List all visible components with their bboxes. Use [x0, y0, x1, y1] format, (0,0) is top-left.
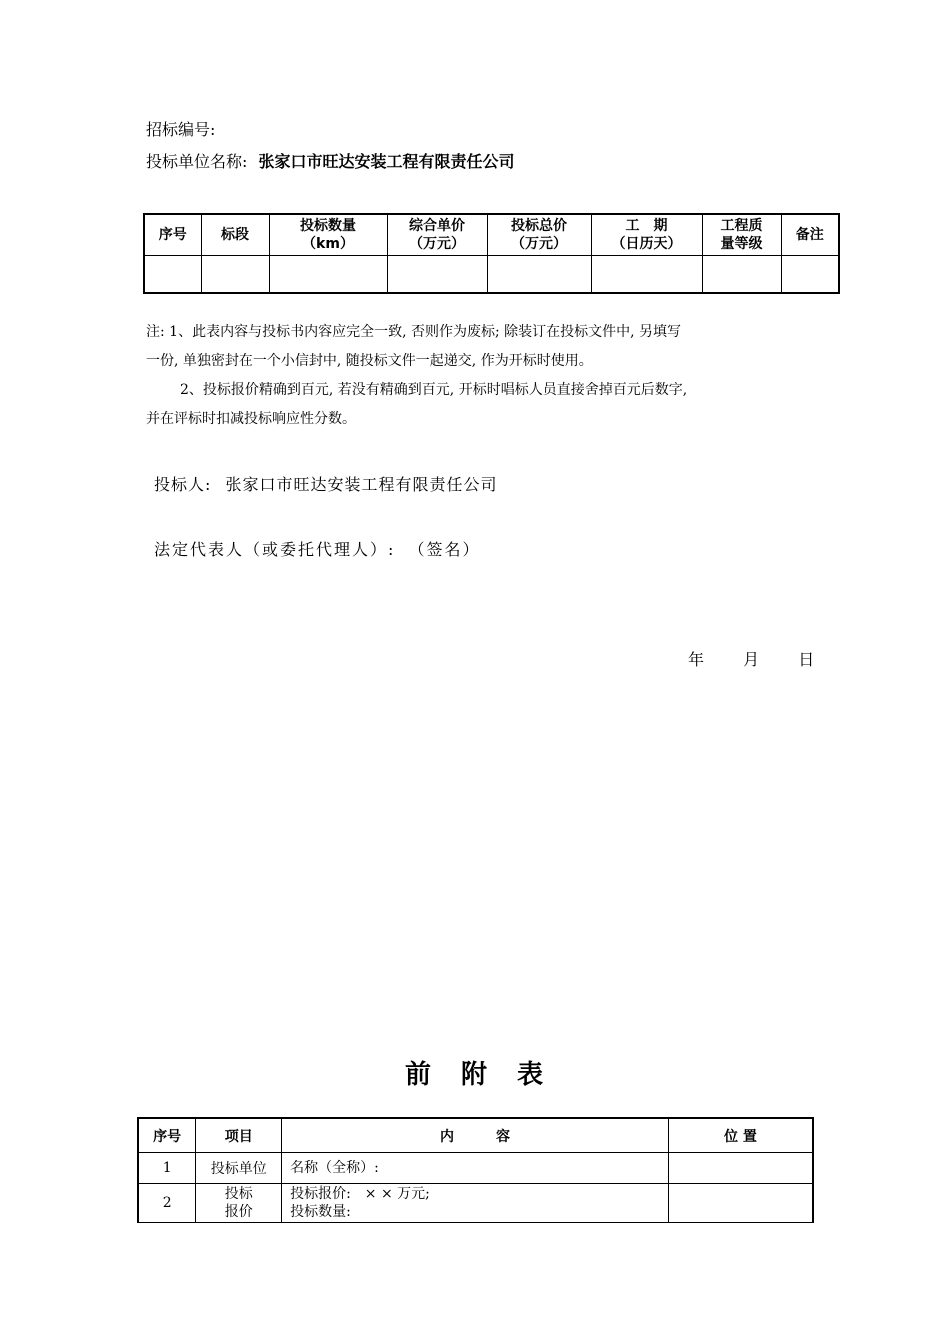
appendix-table	[137, 1117, 814, 1223]
note-1-line-2: 一份, 单独密封在一个小信封中, 随投标文件一起递交, 作为开标时使用。	[146, 353, 593, 369]
legal-rep-label: 法定代表人（或委托代理人）:	[154, 540, 396, 559]
note-1-line-1: 注: 1、此表内容与投标书内容应完全一致, 否则作为废标; 除装订在投标文件中, 另填写	[146, 324, 682, 340]
appendix-header-row	[138, 1118, 813, 1153]
header-cell: 内 容	[282, 1118, 669, 1153]
notes-block	[146, 318, 826, 434]
date-day: 日	[798, 650, 815, 669]
table-row	[144, 256, 839, 294]
table-cell[interactable]	[201, 256, 269, 294]
table-header-row	[144, 214, 839, 256]
date-year: 年	[688, 650, 705, 669]
header-cell: 项目	[196, 1118, 282, 1153]
table-cell[interactable]	[487, 256, 591, 294]
bidder-signature-row	[154, 472, 498, 495]
bidder-name-value: 张家口市旺达安装工程有限责任公司	[258, 152, 515, 171]
row-position[interactable]	[668, 1153, 813, 1184]
header-cell: 序号	[144, 214, 201, 256]
table-cell[interactable]	[702, 256, 781, 294]
legal-rep-row	[154, 537, 481, 560]
bidder-label: 投标人:	[154, 475, 212, 494]
row-content[interactable]: 投标报价: × × 万元; 投标数量:	[282, 1184, 669, 1223]
row-item: 投标 报价	[196, 1184, 282, 1223]
row-number: 1	[138, 1153, 196, 1184]
bidder-name-row	[146, 149, 515, 172]
legal-rep-signature[interactable]: （签名）	[408, 540, 481, 559]
bid-number-label: 招标编号:	[146, 120, 216, 139]
header-cell: 工 期 （日历天）	[591, 214, 702, 256]
table-cell[interactable]	[387, 256, 487, 294]
row-content[interactable]: 名称（全称）:	[282, 1153, 669, 1184]
bid-summary-table	[143, 213, 840, 294]
date-row	[688, 647, 814, 670]
header-cell: 位 置	[668, 1118, 813, 1153]
appendix-title: 前附表	[405, 1060, 574, 1090]
header-cell: 序号	[138, 1118, 196, 1153]
bidder-value: 张家口市旺达安装工程有限责任公司	[225, 475, 498, 494]
header-cell: 备注	[781, 214, 839, 256]
header-cell: 工程质 量等级	[702, 214, 781, 256]
table-row	[138, 1184, 813, 1223]
table-row	[138, 1153, 813, 1184]
table-cell[interactable]	[269, 256, 387, 294]
bidder-name-label: 投标单位名称:	[146, 152, 248, 171]
row-number: 2	[138, 1184, 196, 1223]
header-cell: 综合单价 （万元）	[387, 214, 487, 256]
row-item: 投标单位	[196, 1153, 282, 1184]
date-month: 月	[743, 650, 760, 669]
table-cell[interactable]	[781, 256, 839, 294]
header-cell: 投标数量 （km）	[269, 214, 387, 256]
row-position[interactable]	[668, 1184, 813, 1223]
table-cell[interactable]	[144, 256, 201, 294]
header-cell: 投标总价 （万元）	[487, 214, 591, 256]
note-2-line-2: 并在评标时扣减投标响应性分数。	[146, 411, 356, 427]
note-2-line-1: 2、投标报价精确到百元, 若没有精确到百元, 开标时唱标人员直接舍掉百元后数字,	[180, 382, 688, 398]
header-cell: 标段	[201, 214, 269, 256]
table-cell[interactable]	[591, 256, 702, 294]
